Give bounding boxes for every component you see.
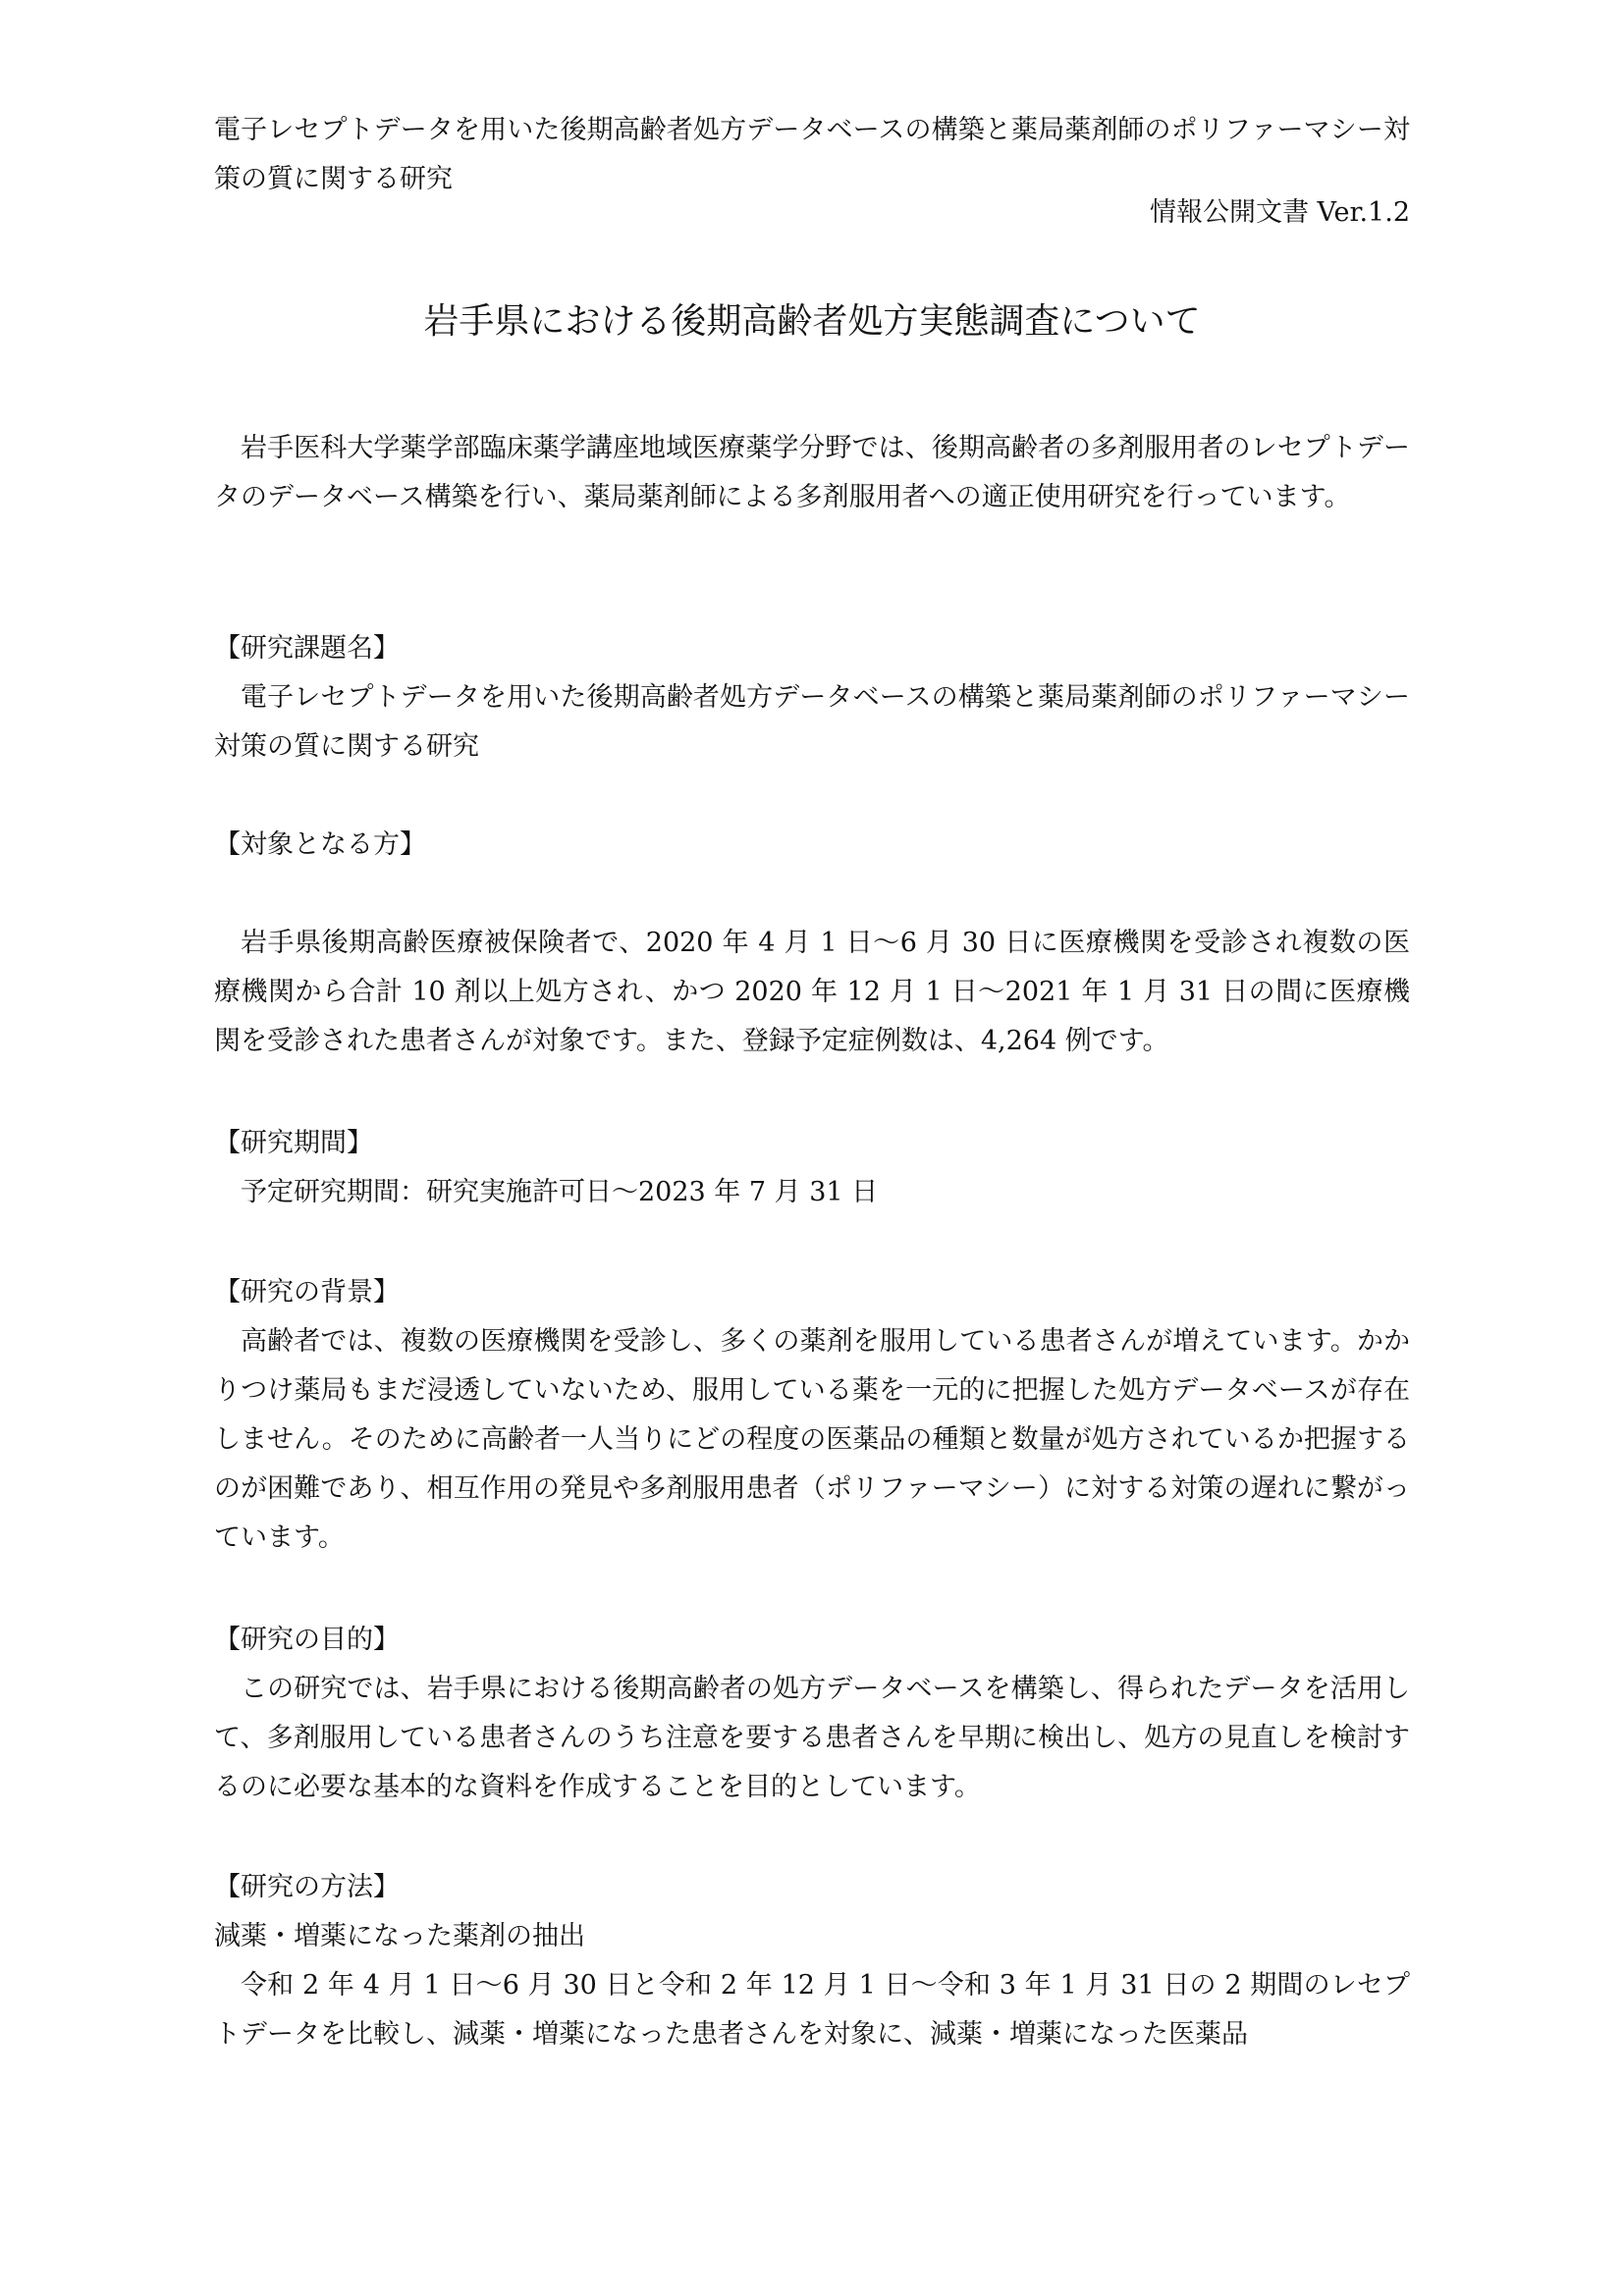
period-heading: 【研究期間】 (214, 1128, 373, 1158)
study-name-body: 電子レセプトデータを用いた後期高齢者処方データベースの構築と薬局薬剤師のポリファーマシー対策の質に関する研究 (214, 682, 1410, 762)
intro-paragraph: 岩手医科大学薬学部臨床薬学講座地域医療薬学分野では、後期高齢者の多剤服用者のレセプトデータのデータベース構築を行い、薬局薬剤師による多剤服用者への適正使用研究を行っています。 (214, 433, 1410, 512)
study-name-heading: 【研究課題名】 (214, 633, 400, 664)
background-heading: 【研究の背景】 (214, 1277, 400, 1308)
method-heading: 【研究の方法】 (214, 1872, 400, 1902)
background-body: 高齢者では、複数の医療機関を受診し、多くの薬剤を服用している患者さんが増えています。かかりつけ薬局もまだ浸透していないため、服用している薬を一元的に把握した処方データベースが存在しません。そのために高齢者一人当りにどの程度の医薬品の種類と数量が処方されているか把握するのが困難であり、相互作用の発見や多剤服用患者（ポリファーマシー）に対する対策の遅れに繋がっています。 (214, 1326, 1410, 1553)
subjects-body: 岩手県後期高齢医療被保険者で、2020 年 4 月 1 日～6 月 30 日に医療機関を受診され複数の医療機関から合計 10 剤以上処方され、かつ 2020 年 12 月 1 日～2021 年 1 月 31 日の間に医療機関を受診された患者さんが対象です。また、登録予定症例数は、4,264 例です。 (214, 928, 1410, 1056)
subjects-heading: 【対象となる方】 (214, 829, 426, 860)
method-body: 令和 2 年 4 月 1 日～6 月 30 日と令和 2 年 12 月 1 日～令和 3 年 1 月 31 日の 2 期間のレセプトデータを比較し、減薬・増薬になった患者さんを対象に、減薬・増薬になった医薬品 (214, 1970, 1410, 2050)
purpose-body: この研究では、岩手県における後期高齢者の処方データベースを構築し、得られたデータを活用して、多剤服用している患者さんのうち注意を要する患者さんを早期に検出し、処方の見直しを検討するのに必要な基本的な資料を作成することを目的としています。 (214, 1674, 1410, 1802)
purpose-heading: 【研究の目的】 (214, 1625, 400, 1655)
document-version: 情報公開文書 Ver.1.2 (1149, 197, 1410, 228)
period-body: 予定研究期間：研究実施許可日～2023 年 7 月 31 日 (241, 1177, 879, 1207)
header-study-title: 電子レセプトデータを用いた後期高齢者処方データベースの構築と薬局薬剤師のポリファーマシー対策の質に関する研究 (214, 115, 1410, 194)
method-subheading: 減薬・増薬になった薬剤の抽出 (214, 1921, 585, 1951)
page-title: 岩手県における後期高齢者処方実態調査について (423, 301, 1201, 342)
